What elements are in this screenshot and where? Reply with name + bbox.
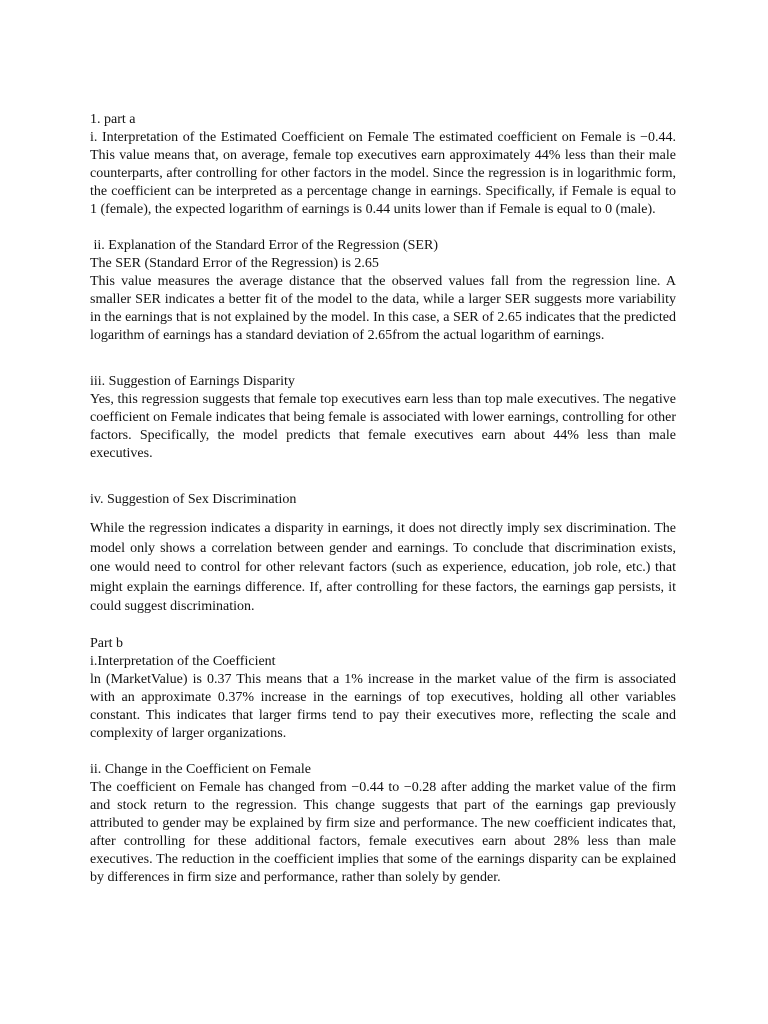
part-a-heading: 1. part a <box>90 112 136 127</box>
part-a-iv-paragraph: While the regression indicates a disparity in earnings, it does not directly imply sex discrimination. The model only shows a correlation between gender and earnings. To conclude that discrimination exists, one would need to control for other relevant factors (such as experience, education, job role, etc.) that might explain the earnings difference. If, after controlling for these factors, the earnings gap persists, it could suggest discrimination. <box>90 521 676 614</box>
part-b-ii-title: ii. Change in the Coefficient on Female <box>90 761 311 777</box>
part-a-i-paragraph: i. Interpretation of the Estimated Coefficient on Female The estimated coefficient on Female is −0.44. This value means that, on average, female top executives earn approximately 44% less than their male counterparts, after controlling for other factors in the model. Since the regression is in logarithmic form, the coefficient can be interpreted as a percentage change in earnings. Specifically, if Female is equal to 1 (female), the expected logarithm of earnings is 0.44 units lower than if Female is equal to 0 (male). <box>90 130 676 217</box>
part-b-heading: Part b <box>90 635 124 651</box>
spacer <box>90 481 676 491</box>
part-a-ii-title: ii. Explanation of the Standard Error of the Regression (SER) <box>90 238 438 253</box>
document-page <box>90 111 676 887</box>
spacer <box>90 219 676 237</box>
part-a-ii-value-line: The SER (Standard Error of the Regression) is 2.65 <box>90 256 379 271</box>
part-a-iv-title: iv. Suggestion of Sex Discrimination <box>90 492 297 507</box>
part-b-i-paragraph: ln (MarketValue) is 0.37 This means that a 1% increase in the market value of the firm is associated with an approximate 0.37% increase in the earnings of top executives, holding all other variables constant. This indicates that larger firms tend to pay their executives more, reflecting the scale and complexity of larger organizations. <box>90 671 676 741</box>
part-a-iii-title: iii. Suggestion of Earnings Disparity <box>90 374 295 389</box>
spacer <box>90 463 676 481</box>
spacer <box>90 617 676 635</box>
spacer <box>90 345 676 363</box>
spacer <box>90 509 676 519</box>
part-b-ii-paragraph: The coefficient on Female has changed from −0.44 to −0.28 after adding the market value of the firm and stock return to the regression. This change suggests that part of the earnings gap previously attributed to gender may be explained by firm size and performance. The new coefficient indicates that, after controlling for these additional factors, female executives earn about 28% less than male executives. The reduction in the coefficient implies that some of the earnings disparity can be explained by differences in firm size and performance, rather than solely by gender. <box>90 779 676 885</box>
part-b-i-title: i.Interpretation of the Coefficient <box>90 653 276 669</box>
spacer <box>90 363 676 373</box>
spacer <box>90 743 676 761</box>
part-a-ii-paragraph: This value measures the average distance that the observed values fall from the regression line. A smaller SER indicates a better fit of the model to the data, while a larger SER suggests more variability in the earnings that is not explained by the model. In this case, a SER of 2.65 indicates that the predicted logarithm of earnings has a standard deviation of 2.65from the actual logarithm of earnings. <box>90 274 676 343</box>
part-a-iii-paragraph: Yes, this regression suggests that female top executives earn less than top male executives. The negative coefficient on Female indicates that being female is associated with lower earnings, controlling for other factors. Specifically, the model predicts that female executives earn about 44% less than male executives. <box>90 392 676 461</box>
